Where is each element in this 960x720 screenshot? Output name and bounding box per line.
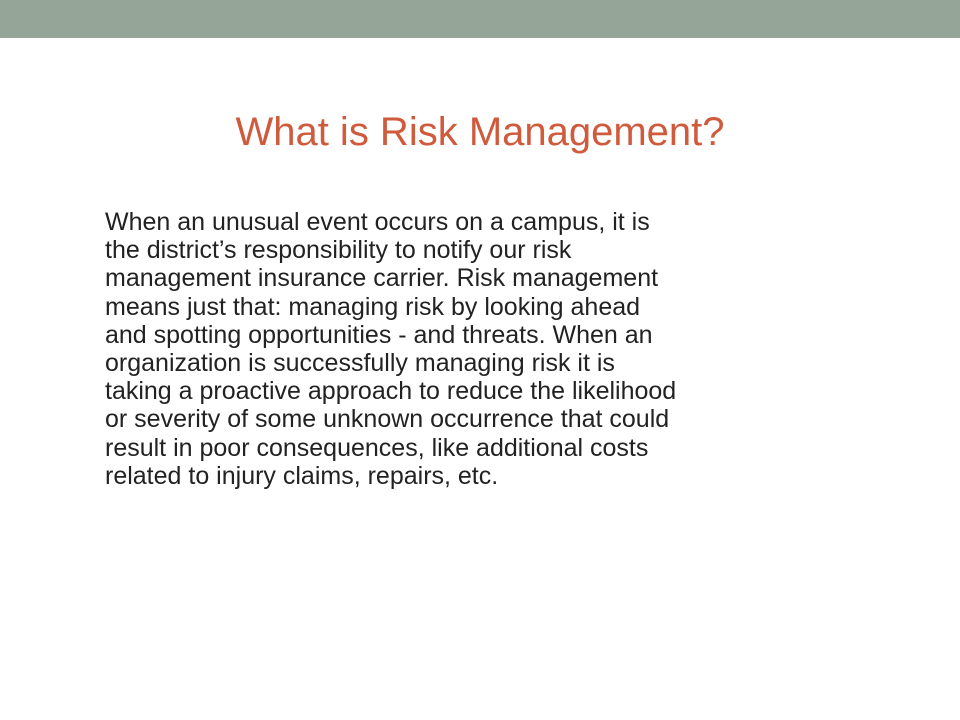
body-line: means just that: managing risk by looking ahead [105, 292, 641, 321]
body-line: management insurance carrier. Risk management [105, 264, 659, 293]
body-line: result in poor consequences, like additional costs [105, 433, 649, 462]
body-line: organization is successfully managing risk it is [105, 349, 615, 378]
top-accent-bar [0, 0, 960, 38]
slide-title: What is Risk Management? [235, 110, 725, 154]
slide-body [105, 208, 865, 490]
body-line: or severity of some unknown occurrence that could [105, 405, 670, 434]
body-line: related to injury claims, repairs, etc. [105, 461, 499, 490]
body-line: taking a proactive approach to reduce the likelihood [105, 377, 677, 406]
body-line: and spotting opportunities - and threats. When an [105, 320, 653, 349]
body-line: the district’s responsibility to notify our risk [105, 236, 572, 265]
body-line: When an unusual event occurs on a campus, it is [105, 208, 650, 236]
